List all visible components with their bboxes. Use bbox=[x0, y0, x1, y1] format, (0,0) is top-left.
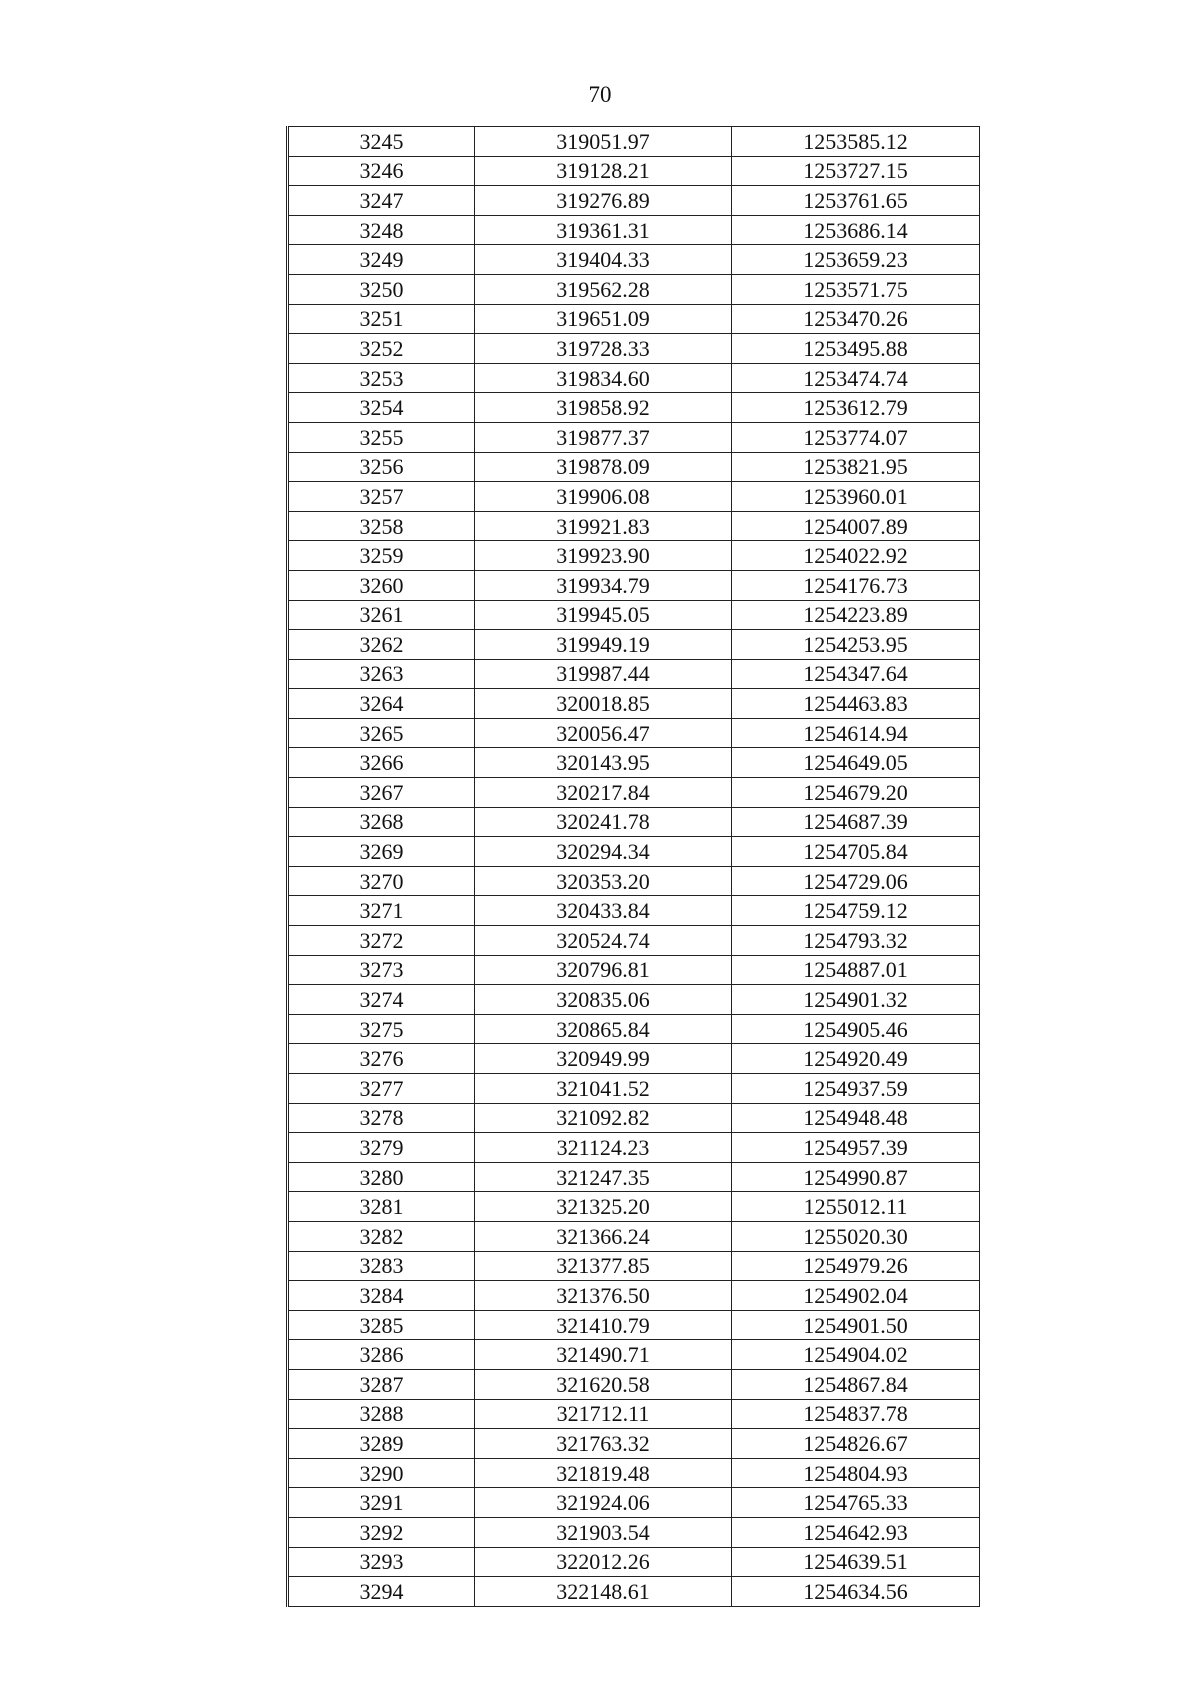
point-number-cell: 3251 bbox=[288, 304, 475, 334]
table-row bbox=[288, 127, 980, 157]
y-coordinate-cell: 1254639.51 bbox=[732, 1547, 980, 1577]
point-number-cell: 3246 bbox=[288, 156, 475, 186]
y-coordinate-cell: 1254687.39 bbox=[732, 807, 980, 837]
y-coordinate-cell: 1254649.05 bbox=[732, 748, 980, 778]
point-number-cell: 3248 bbox=[288, 215, 475, 245]
x-coordinate-cell: 319562.28 bbox=[475, 274, 732, 304]
y-coordinate-cell: 1254826.67 bbox=[732, 1429, 980, 1459]
point-number-cell: 3262 bbox=[288, 630, 475, 660]
table-body bbox=[288, 127, 980, 1607]
point-number-cell: 3253 bbox=[288, 363, 475, 393]
table-row bbox=[288, 1399, 980, 1429]
table-row bbox=[288, 1281, 980, 1311]
y-coordinate-cell: 1254176.73 bbox=[732, 570, 980, 600]
x-coordinate-cell: 321366.24 bbox=[475, 1221, 732, 1251]
point-number-cell: 3292 bbox=[288, 1517, 475, 1547]
table-row bbox=[288, 1547, 980, 1577]
point-number-cell: 3256 bbox=[288, 452, 475, 482]
point-number-cell: 3293 bbox=[288, 1547, 475, 1577]
table-row bbox=[288, 156, 980, 186]
point-number-cell: 3294 bbox=[288, 1577, 475, 1607]
table-row bbox=[288, 1458, 980, 1488]
x-coordinate-cell: 319906.08 bbox=[475, 482, 732, 512]
y-coordinate-cell: 1254347.64 bbox=[732, 659, 980, 689]
table-row bbox=[288, 1192, 980, 1222]
x-coordinate-cell: 320796.81 bbox=[475, 955, 732, 985]
point-number-cell: 3264 bbox=[288, 689, 475, 719]
x-coordinate-cell: 319877.37 bbox=[475, 422, 732, 452]
x-coordinate-cell: 319128.21 bbox=[475, 156, 732, 186]
x-coordinate-cell: 320353.20 bbox=[475, 866, 732, 896]
point-number-cell: 3257 bbox=[288, 482, 475, 512]
y-coordinate-cell: 1254901.32 bbox=[732, 985, 980, 1015]
table-row bbox=[288, 1488, 980, 1518]
y-coordinate-cell: 1253495.88 bbox=[732, 334, 980, 364]
table-row bbox=[288, 1014, 980, 1044]
point-number-cell: 3247 bbox=[288, 186, 475, 216]
y-coordinate-cell: 1253659.23 bbox=[732, 245, 980, 275]
x-coordinate-cell: 320835.06 bbox=[475, 985, 732, 1015]
table-row bbox=[288, 778, 980, 808]
point-number-cell: 3267 bbox=[288, 778, 475, 808]
x-coordinate-cell: 319858.92 bbox=[475, 393, 732, 423]
table-row bbox=[288, 926, 980, 956]
y-coordinate-cell: 1254765.33 bbox=[732, 1488, 980, 1518]
y-coordinate-cell: 1254007.89 bbox=[732, 511, 980, 541]
table-row bbox=[288, 985, 980, 1015]
x-coordinate-cell: 319987.44 bbox=[475, 659, 732, 689]
y-coordinate-cell: 1254022.92 bbox=[732, 541, 980, 571]
point-number-cell: 3268 bbox=[288, 807, 475, 837]
x-coordinate-cell: 320949.99 bbox=[475, 1044, 732, 1074]
y-coordinate-cell: 1254463.83 bbox=[732, 689, 980, 719]
table-row bbox=[288, 1251, 980, 1281]
point-number-cell: 3291 bbox=[288, 1488, 475, 1518]
x-coordinate-cell: 320056.47 bbox=[475, 718, 732, 748]
y-coordinate-cell: 1254634.56 bbox=[732, 1577, 980, 1607]
point-number-cell: 3261 bbox=[288, 600, 475, 630]
table-row bbox=[288, 186, 980, 216]
y-coordinate-cell: 1254957.39 bbox=[732, 1133, 980, 1163]
x-coordinate-cell: 319728.33 bbox=[475, 334, 732, 364]
x-coordinate-cell: 320018.85 bbox=[475, 689, 732, 719]
x-coordinate-cell: 320524.74 bbox=[475, 926, 732, 956]
table-row bbox=[288, 1221, 980, 1251]
y-coordinate-cell: 1253960.01 bbox=[732, 482, 980, 512]
point-number-cell: 3252 bbox=[288, 334, 475, 364]
x-coordinate-cell: 322148.61 bbox=[475, 1577, 732, 1607]
point-number-cell: 3274 bbox=[288, 985, 475, 1015]
point-number-cell: 3283 bbox=[288, 1251, 475, 1281]
y-coordinate-cell: 1254902.04 bbox=[732, 1281, 980, 1311]
y-coordinate-cell: 1254887.01 bbox=[732, 955, 980, 985]
table-row bbox=[288, 1310, 980, 1340]
x-coordinate-cell: 320217.84 bbox=[475, 778, 732, 808]
x-coordinate-cell: 319834.60 bbox=[475, 363, 732, 393]
x-coordinate-cell: 321041.52 bbox=[475, 1074, 732, 1104]
x-coordinate-cell: 319878.09 bbox=[475, 452, 732, 482]
x-coordinate-cell: 321092.82 bbox=[475, 1103, 732, 1133]
table-row bbox=[288, 807, 980, 837]
point-number-cell: 3282 bbox=[288, 1221, 475, 1251]
table-row bbox=[288, 1429, 980, 1459]
x-coordinate-cell: 321325.20 bbox=[475, 1192, 732, 1222]
table-row bbox=[288, 600, 980, 630]
y-coordinate-cell: 1253686.14 bbox=[732, 215, 980, 245]
table-row bbox=[288, 304, 980, 334]
x-coordinate-cell: 321247.35 bbox=[475, 1162, 732, 1192]
y-coordinate-cell: 1254920.49 bbox=[732, 1044, 980, 1074]
table-row bbox=[288, 748, 980, 778]
point-number-cell: 3288 bbox=[288, 1399, 475, 1429]
x-coordinate-cell: 320433.84 bbox=[475, 896, 732, 926]
point-number-cell: 3281 bbox=[288, 1192, 475, 1222]
y-coordinate-cell: 1253727.15 bbox=[732, 156, 980, 186]
table-row bbox=[288, 1577, 980, 1607]
point-number-cell: 3255 bbox=[288, 422, 475, 452]
y-coordinate-cell: 1254901.50 bbox=[732, 1310, 980, 1340]
table-row bbox=[288, 274, 980, 304]
x-coordinate-cell: 319404.33 bbox=[475, 245, 732, 275]
y-coordinate-cell: 1254937.59 bbox=[732, 1074, 980, 1104]
y-coordinate-cell: 1254804.93 bbox=[732, 1458, 980, 1488]
y-coordinate-cell: 1253761.65 bbox=[732, 186, 980, 216]
y-coordinate-cell: 1253821.95 bbox=[732, 452, 980, 482]
y-coordinate-cell: 1254614.94 bbox=[732, 718, 980, 748]
y-coordinate-cell: 1254223.89 bbox=[732, 600, 980, 630]
table-row bbox=[288, 422, 980, 452]
point-number-cell: 3272 bbox=[288, 926, 475, 956]
table-row bbox=[288, 511, 980, 541]
y-coordinate-cell: 1254837.78 bbox=[732, 1399, 980, 1429]
x-coordinate-cell: 321620.58 bbox=[475, 1369, 732, 1399]
point-number-cell: 3276 bbox=[288, 1044, 475, 1074]
point-number-cell: 3286 bbox=[288, 1340, 475, 1370]
x-coordinate-cell: 321819.48 bbox=[475, 1458, 732, 1488]
table-row bbox=[288, 245, 980, 275]
point-number-cell: 3259 bbox=[288, 541, 475, 571]
point-number-cell: 3278 bbox=[288, 1103, 475, 1133]
point-number-cell: 3284 bbox=[288, 1281, 475, 1311]
y-coordinate-cell: 1255020.30 bbox=[732, 1221, 980, 1251]
point-number-cell: 3279 bbox=[288, 1133, 475, 1163]
point-number-cell: 3263 bbox=[288, 659, 475, 689]
x-coordinate-cell: 320143.95 bbox=[475, 748, 732, 778]
y-coordinate-cell: 1254759.12 bbox=[732, 896, 980, 926]
table-row bbox=[288, 334, 980, 364]
table-row bbox=[288, 1133, 980, 1163]
point-number-cell: 3260 bbox=[288, 570, 475, 600]
table-row bbox=[288, 659, 980, 689]
table-row bbox=[288, 215, 980, 245]
x-coordinate-cell: 319949.19 bbox=[475, 630, 732, 660]
x-coordinate-cell: 319651.09 bbox=[475, 304, 732, 334]
y-coordinate-cell: 1254904.02 bbox=[732, 1340, 980, 1370]
table-row bbox=[288, 1162, 980, 1192]
x-coordinate-cell: 321377.85 bbox=[475, 1251, 732, 1281]
point-number-cell: 3273 bbox=[288, 955, 475, 985]
x-coordinate-cell: 319276.89 bbox=[475, 186, 732, 216]
y-coordinate-cell: 1254642.93 bbox=[732, 1517, 980, 1547]
x-coordinate-cell: 319945.05 bbox=[475, 600, 732, 630]
table-row bbox=[288, 541, 980, 571]
point-number-cell: 3289 bbox=[288, 1429, 475, 1459]
x-coordinate-cell: 321124.23 bbox=[475, 1133, 732, 1163]
table-row bbox=[288, 630, 980, 660]
y-coordinate-cell: 1254948.48 bbox=[732, 1103, 980, 1133]
point-number-cell: 3249 bbox=[288, 245, 475, 275]
table-row bbox=[288, 1044, 980, 1074]
table-row bbox=[288, 363, 980, 393]
table-row bbox=[288, 896, 980, 926]
y-coordinate-cell: 1254990.87 bbox=[732, 1162, 980, 1192]
table-row bbox=[288, 689, 980, 719]
table-row bbox=[288, 1103, 980, 1133]
x-coordinate-cell: 319923.90 bbox=[475, 541, 732, 571]
y-coordinate-cell: 1253612.79 bbox=[732, 393, 980, 423]
y-coordinate-cell: 1255012.11 bbox=[732, 1192, 980, 1222]
y-coordinate-cell: 1254793.32 bbox=[732, 926, 980, 956]
point-number-cell: 3271 bbox=[288, 896, 475, 926]
table-row bbox=[288, 1369, 980, 1399]
y-coordinate-cell: 1253585.12 bbox=[732, 127, 980, 157]
point-number-cell: 3275 bbox=[288, 1014, 475, 1044]
point-number-cell: 3287 bbox=[288, 1369, 475, 1399]
x-coordinate-cell: 321763.32 bbox=[475, 1429, 732, 1459]
table-row bbox=[288, 482, 980, 512]
point-number-cell: 3245 bbox=[288, 127, 475, 157]
point-number-cell: 3266 bbox=[288, 748, 475, 778]
y-coordinate-cell: 1253474.74 bbox=[732, 363, 980, 393]
table-row bbox=[288, 837, 980, 867]
point-number-cell: 3269 bbox=[288, 837, 475, 867]
x-coordinate-cell: 321712.11 bbox=[475, 1399, 732, 1429]
x-coordinate-cell: 321903.54 bbox=[475, 1517, 732, 1547]
point-number-cell: 3270 bbox=[288, 866, 475, 896]
table-row bbox=[288, 1340, 980, 1370]
x-coordinate-cell: 320241.78 bbox=[475, 807, 732, 837]
table-row bbox=[288, 1074, 980, 1104]
coordinates-table bbox=[286, 126, 980, 1607]
table-row bbox=[288, 393, 980, 423]
point-number-cell: 3250 bbox=[288, 274, 475, 304]
y-coordinate-cell: 1254729.06 bbox=[732, 866, 980, 896]
x-coordinate-cell: 319934.79 bbox=[475, 570, 732, 600]
y-coordinate-cell: 1253571.75 bbox=[732, 274, 980, 304]
x-coordinate-cell: 321376.50 bbox=[475, 1281, 732, 1311]
x-coordinate-cell: 320865.84 bbox=[475, 1014, 732, 1044]
y-coordinate-cell: 1254905.46 bbox=[732, 1014, 980, 1044]
point-number-cell: 3254 bbox=[288, 393, 475, 423]
table-row bbox=[288, 570, 980, 600]
y-coordinate-cell: 1253774.07 bbox=[732, 422, 980, 452]
point-number-cell: 3280 bbox=[288, 1162, 475, 1192]
point-number-cell: 3290 bbox=[288, 1458, 475, 1488]
table-row bbox=[288, 452, 980, 482]
x-coordinate-cell: 321490.71 bbox=[475, 1340, 732, 1370]
y-coordinate-cell: 1254679.20 bbox=[732, 778, 980, 808]
point-number-cell: 3285 bbox=[288, 1310, 475, 1340]
table-row bbox=[288, 866, 980, 896]
point-number-cell: 3277 bbox=[288, 1074, 475, 1104]
y-coordinate-cell: 1253470.26 bbox=[732, 304, 980, 334]
y-coordinate-cell: 1254253.95 bbox=[732, 630, 980, 660]
y-coordinate-cell: 1254867.84 bbox=[732, 1369, 980, 1399]
page-number: 70 bbox=[588, 82, 612, 107]
point-number-cell: 3265 bbox=[288, 718, 475, 748]
y-coordinate-cell: 1254705.84 bbox=[732, 837, 980, 867]
table-row bbox=[288, 955, 980, 985]
y-coordinate-cell: 1254979.26 bbox=[732, 1251, 980, 1281]
x-coordinate-cell: 320294.34 bbox=[475, 837, 732, 867]
x-coordinate-cell: 321410.79 bbox=[475, 1310, 732, 1340]
x-coordinate-cell: 321924.06 bbox=[475, 1488, 732, 1518]
x-coordinate-cell: 319361.31 bbox=[475, 215, 732, 245]
x-coordinate-cell: 319051.97 bbox=[475, 127, 732, 157]
table-row bbox=[288, 718, 980, 748]
x-coordinate-cell: 322012.26 bbox=[475, 1547, 732, 1577]
table-row bbox=[288, 1517, 980, 1547]
point-number-cell: 3258 bbox=[288, 511, 475, 541]
x-coordinate-cell: 319921.83 bbox=[475, 511, 732, 541]
